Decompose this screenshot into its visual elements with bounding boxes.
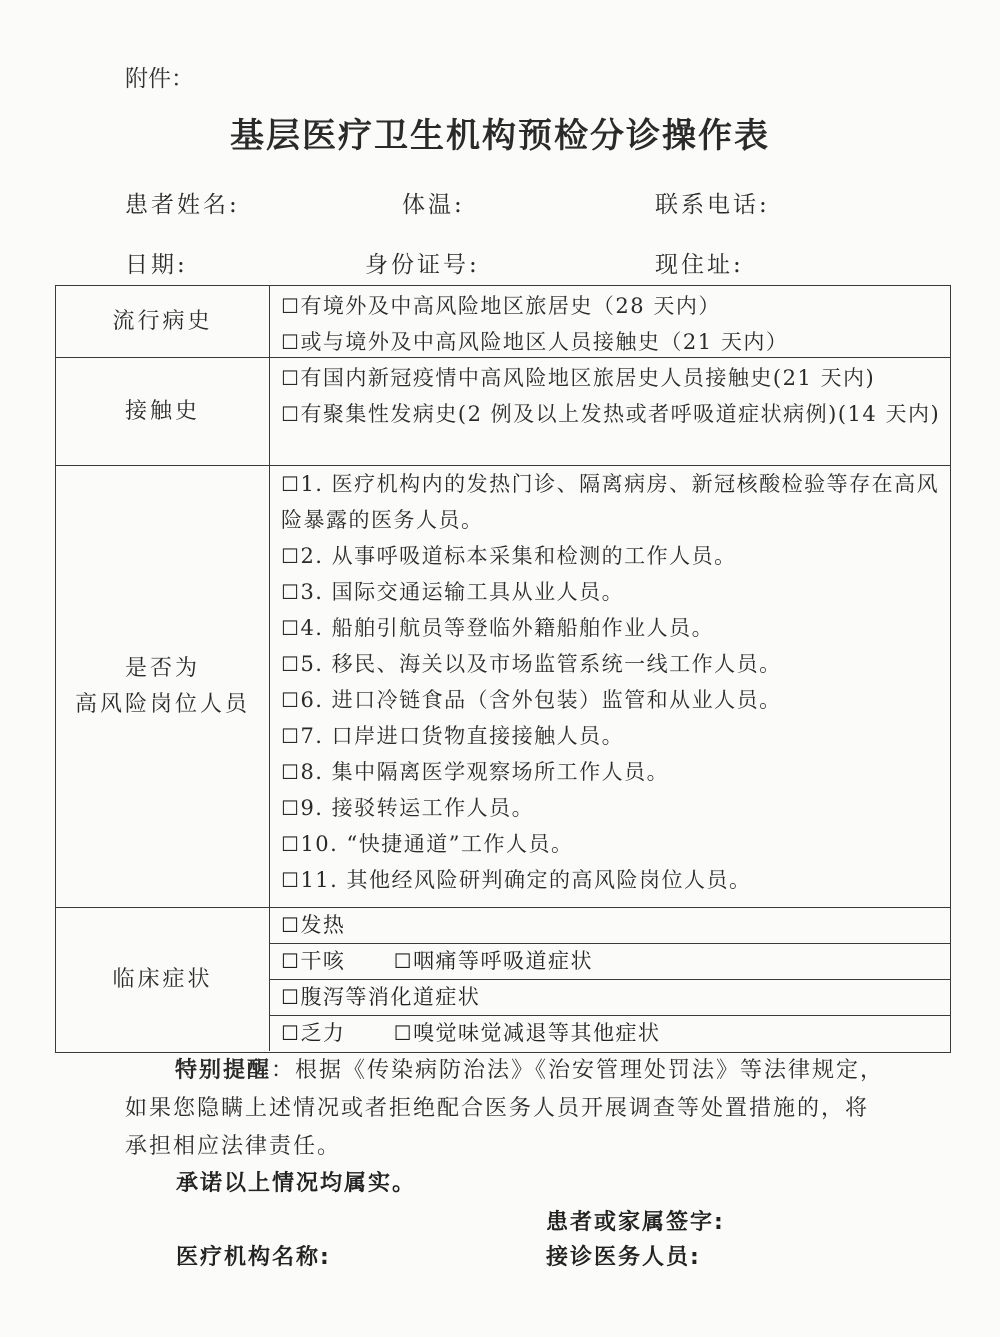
attachment-label: 附件： — [125, 66, 194, 92]
checkbox-option[interactable]: ☐有聚集性发病史(2 例及以上发热或者呼吸道症状病例)(14 天内) — [281, 402, 941, 426]
checkbox-option[interactable]: ☐6. 进口冷链食品（含外包装）监管和从业人员。 — [281, 688, 782, 712]
checkbox-option[interactable]: ☐发热 — [281, 913, 346, 937]
id-number-field: 身份证号: — [365, 252, 480, 278]
checkbox-icon[interactable]: ☐ — [281, 760, 301, 784]
checkbox-icon[interactable]: ☐ — [281, 832, 301, 856]
reminder-text: ：根据《传染病防治法》《治安管理处罚法》等法律规定，如果您隐瞒上述情况或者拒绝配合医务人员开展调查等处置措施的，将承担相应法律责任。 — [125, 1058, 885, 1159]
high-risk-label: 是否为 高风险岗位人员 — [56, 466, 270, 907]
epidemic-history-label: 流行病史 — [56, 286, 270, 357]
checkbox-icon[interactable]: ☐ — [281, 472, 301, 496]
row-epidemic-history — [56, 286, 950, 358]
checkbox-option[interactable]: ☐9. 接驳转运工作人员。 — [281, 796, 535, 820]
symptom-row — [270, 908, 950, 944]
checkbox-option[interactable]: ☐咽痛等呼吸道症状 — [393, 949, 594, 973]
checkbox-icon[interactable]: ☐ — [281, 366, 301, 390]
checkbox-option[interactable]: ☐3. 国际交通运输工具从业人员。 — [281, 580, 625, 604]
screening-table — [55, 285, 951, 1053]
reminder-label: 特别提醒 — [175, 1058, 272, 1083]
checkbox-icon[interactable]: ☐ — [281, 402, 301, 426]
phone-field: 联系电话: — [655, 192, 770, 218]
checkbox-icon[interactable]: ☐ — [281, 544, 301, 568]
symptom-row — [270, 980, 950, 1016]
checkbox-icon[interactable]: ☐ — [281, 616, 301, 640]
patient-name-field: 患者姓名: — [125, 192, 240, 218]
checkbox-icon[interactable]: ☐ — [281, 868, 301, 892]
checkbox-icon[interactable]: ☐ — [281, 949, 301, 973]
checkbox-option[interactable]: ☐有国内新冠疫情中高风险地区旅居史人员接触史(21 天内) — [281, 366, 876, 390]
page-title: 基层医疗卫生机构预检分诊操作表 — [230, 116, 770, 156]
checkbox-icon[interactable]: ☐ — [281, 688, 301, 712]
doctor-label: 接诊医务人员: — [546, 1245, 701, 1270]
checkbox-icon[interactable]: ☐ — [281, 1021, 301, 1045]
date-field: 日期: — [125, 252, 188, 278]
checkbox-option[interactable]: ☐11. 其他经风险研判确定的高风险岗位人员。 — [281, 868, 752, 892]
row-contact-history — [56, 358, 950, 466]
checkbox-icon[interactable]: ☐ — [281, 294, 301, 318]
checkbox-icon[interactable]: ☐ — [393, 1021, 414, 1045]
checkbox-icon[interactable]: ☐ — [281, 652, 301, 676]
checkbox-option[interactable]: ☐腹泻等消化道症状 — [281, 985, 481, 1009]
checkbox-option[interactable]: ☐嗅觉味觉减退等其他症状 — [393, 1021, 661, 1045]
checkbox-option[interactable]: ☐2. 从事呼吸道标本采集和检测的工作人员。 — [281, 544, 737, 568]
contact-history-options — [270, 358, 950, 465]
checkbox-option[interactable]: ☐乏力 — [281, 1021, 346, 1045]
checkbox-option[interactable]: ☐10. “快捷通道”工作人员。 — [281, 832, 574, 856]
row-clinical-symptoms — [56, 908, 950, 1051]
contact-history-label: 接触史 — [56, 358, 270, 465]
checkbox-option[interactable]: ☐4. 船舶引航员等登临外籍船舶作业人员。 — [281, 616, 715, 640]
checkbox-icon[interactable]: ☐ — [281, 580, 301, 604]
checkbox-icon[interactable]: ☐ — [281, 796, 301, 820]
checkbox-option[interactable]: ☐1. 医疗机构内的发热门诊、隔离病房、新冠核酸检验等存在高风险暴露的医务人员。 — [281, 472, 940, 532]
checkbox-icon[interactable]: ☐ — [281, 985, 301, 1009]
checkbox-icon[interactable]: ☐ — [281, 913, 301, 937]
epidemic-history-options — [270, 286, 950, 357]
checkbox-option[interactable]: ☐8. 集中隔离医学观察场所工作人员。 — [281, 760, 670, 784]
institution-name-label: 医疗机构名称: — [176, 1245, 331, 1270]
checkbox-icon[interactable]: ☐ — [393, 949, 414, 973]
clinical-symptoms-options — [270, 908, 950, 1051]
symptom-row — [270, 944, 950, 980]
checkbox-option[interactable]: ☐有境外及中高风险地区旅居史（28 天内） — [281, 294, 721, 318]
checkbox-icon[interactable]: ☐ — [281, 724, 301, 748]
checkbox-icon[interactable]: ☐ — [281, 330, 301, 354]
row-high-risk-positions — [56, 466, 950, 908]
symptom-row — [270, 1016, 950, 1051]
temperature-field: 体温: — [402, 192, 465, 218]
patient-signature-label: 患者或家属签字: — [546, 1210, 725, 1235]
promise-statement: 承诺以上情况均属实。 — [176, 1171, 417, 1196]
checkbox-option[interactable]: ☐干咳 — [281, 949, 346, 973]
high-risk-options — [270, 466, 950, 907]
clinical-symptoms-label: 临床症状 — [56, 908, 270, 1051]
address-field: 现住址: — [655, 252, 744, 278]
legal-reminder — [125, 1052, 885, 1166]
checkbox-option[interactable]: ☐或与境外及中高风险地区人员接触史（21 天内） — [281, 330, 789, 354]
checkbox-option[interactable]: ☐7. 口岸进口货物直接接触人员。 — [281, 724, 625, 748]
checkbox-option[interactable]: ☐5. 移民、海关以及市场监管系统一线工作人员。 — [281, 652, 782, 676]
